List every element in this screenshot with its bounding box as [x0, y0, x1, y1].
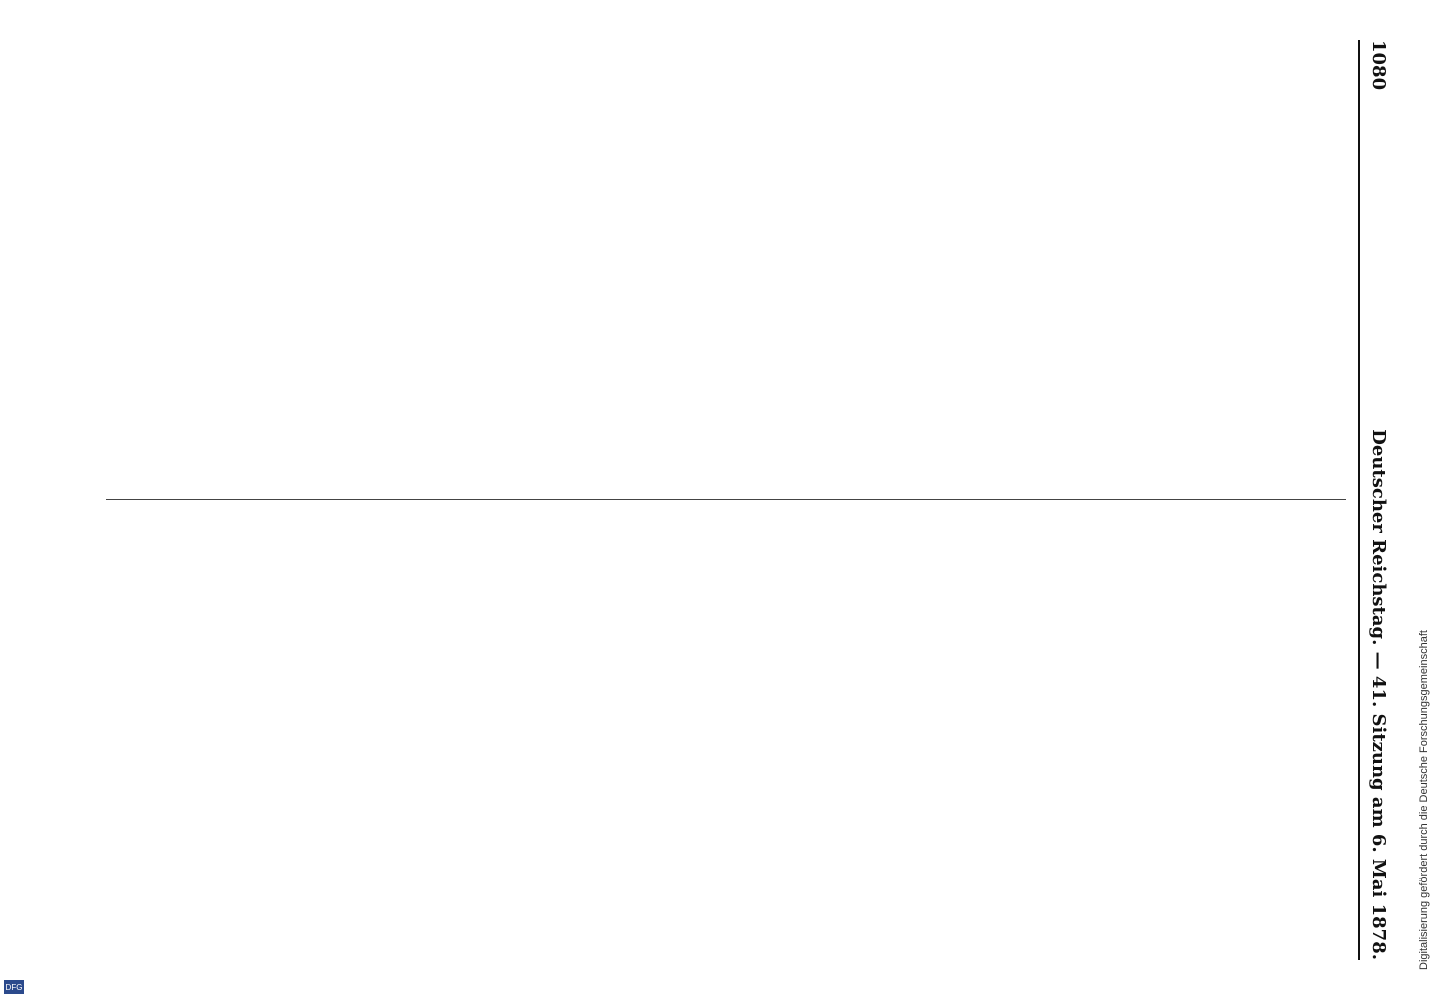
page-number: 1080 — [1368, 40, 1390, 91]
page-title: Deutscher Reichstag. — 41. Sitzung am 6. Mai 1878. — [1368, 429, 1390, 960]
header-rule — [1358, 40, 1360, 960]
digitization-credit: Digitalisierung gefördert durch die Deutsche Forschungsgemeinschaft — [1418, 630, 1430, 970]
dfg-logo: DFG — [4, 980, 24, 994]
column-divider — [106, 499, 1346, 500]
left-column — [106, 40, 1346, 480]
right-column — [106, 520, 1346, 960]
running-head — [1364, 40, 1394, 960]
